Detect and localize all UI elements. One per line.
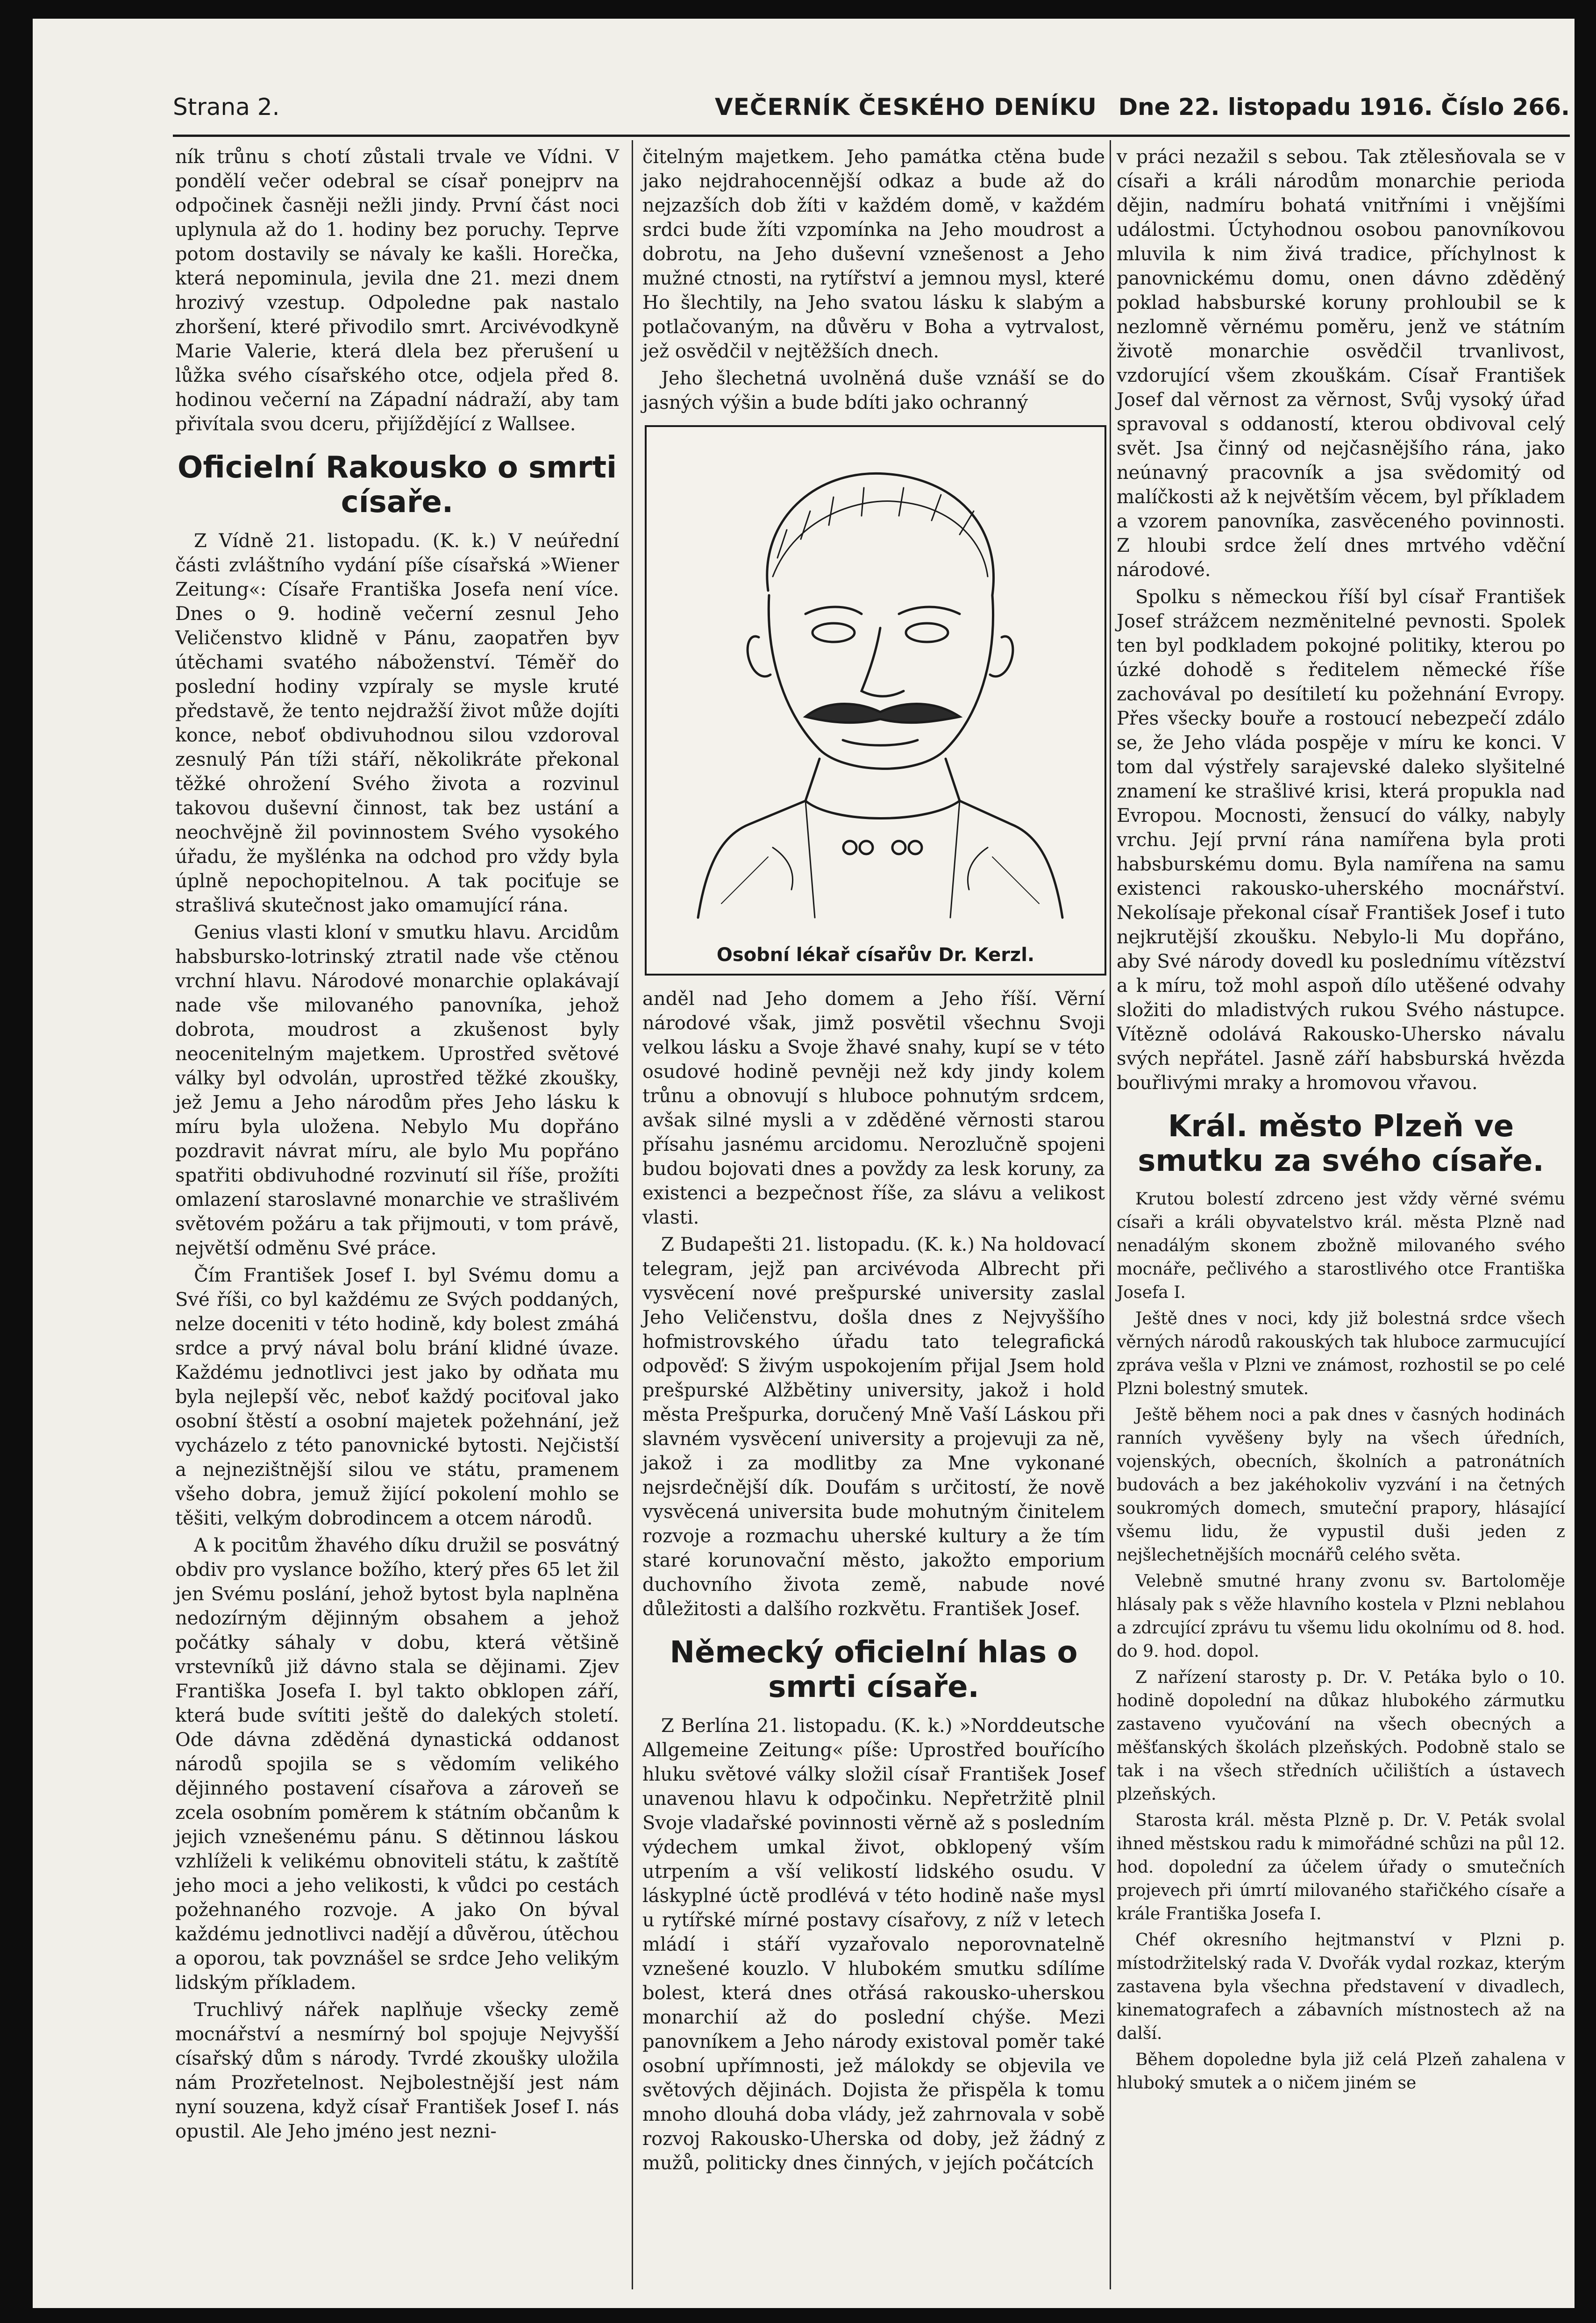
article-paragraph: Chéf okresního hejtmanství v Plzni p. místodržitelský rada V. Dvořák vydal rozkaz, kterým zastavena byla všechna představení v divadlech, kinematografech a zábavních místnostech až na další.	[1117, 1931, 1565, 2043]
page-header	[173, 89, 1570, 121]
article-paragraph: Čím František Josef I. byl Svému domu a Své říši, co byl každému ze Svých poddaných, nelze doceniti v této hodině, kdy bolest zmáhá srdce a prvý nával bolu brání klidné úvaze. Každému jednotlivci jest jako by odňata mu byla nejlepší věc, neboť každý pociťoval jako osobní štěstí a osobní majetek požehnání, jež vycházelo z této panovnické bytosti. Nejčistší a nejnezištnější silou ve státu, pramenem všeho dobra, jemuž žijící pokolení mohlo se těšiti, velkým dobrodincem a otcem národů.	[175, 1265, 619, 1529]
article-paragraph: v práci nezažil s sebou. Tak ztělesňovala se v císaři a králi národům monarchie perioda dějin, nadmíru bohatá vnitřními i vnějšími událostmi. Úctyhodnou osobou panovníkovou mluvila k nim živá tradice, příchylnost k panovnickému domu, onen dávno zděděný poklad habsburské koruny prohloubil se k nezlomně věrnému poměru, jenž ve státním životě monarchie osvědčil trvanlivost, vzdorující všem zkouškám. Císař František Josef dal věrnost za věrnost, Svůj vysoký úřad spravoval s oddaností, kterou obdivoval celý svět. Jsa činný od nejčasnějšího rána, jako neúnavný pracovník a jsa svědomitý od malíčkosti až k největším věcem, byl příkladem a vzorem panovníka, zasvěceného povinnosti. Z hloubi srdce želí dnes mrtvého vděční národové.	[1117, 146, 1565, 581]
article-paragraph: Starosta král. města Plzně p. Dr. V. Peták svolal ihned městskou radu k mimořádné schůzi na půl 12. hod. dopolední za účelem úřady o smutečních projevech při úmrtí milovaného stařičkého císaře a krále Františka Josefa I.	[1117, 1811, 1565, 1924]
column-divider	[1110, 140, 1111, 2289]
headline-plzen-ve-smutku: Král. město Plzeň ve smutku za svého císaře.	[1138, 1109, 1544, 1178]
article-paragraph: Ještě dnes v noci, kdy již bolestná srdce všech věrných národů rakouských tak hluboce zarmucující zpráva vešla v Plzni ve známost, rozhostil se po celé Plzni bolestný smutek.	[1117, 1309, 1565, 1398]
headline-nemecky-hlas: Německý oficielní hlas o smrti císaře.	[670, 1635, 1078, 1704]
article-paragraph: Truchlivý nářek naplňuje všecky země mocnářství a nesmírný bol spojuje Nejvyšší císařský dům s národy. Tvrdé zkoušky uložila nám Prozřetelnost. Nejbolestnější jest nám nyní souzena, když císař František Josef I. nás opustil. Ale Jeho jméno jest nezni-	[175, 1999, 619, 2142]
page-label: Strana 2.	[173, 93, 280, 121]
article-paragraph: Spolku s německou říší byl císař František Josef strážcem nezměnitelné pevnosti. Spolek ten byl podkladem pokojné politiky, kterou po úzké dohodě s ředitelem německé říše zachovával po desítiletí ku požehnání Evropy. Přes všecky bouře a rostoucí nebezpečí zdálo se, že Jeho vláda pospěje v míru ke konci. V tom dal výstřely sarajevské daleko slyšitelné znamení ke strašlivé krisi, která propukla nad Evropou. Mocnosti, žensucí do války, nabyly vrchu. Její první rána namířena byla proti habsburskému domu. Byla namířena na samu existenci rakousko-uherského mocnářství. Nekolísaje překonal císař František Josef i tuto nejkrutější zkoušku. Nebylo-li Mu dopřáno, aby Své národy dovedl ku poslednímu vítězství a k míru, tož mohl aspoň dílo utěšené odvahy složiti do mladistvých rukou Svého nástupce. Vítězně odolává Rakousko-Uhersko návalu svých nepřátel. Jasně září habsburská hvězda bouřlivými mraky a hromovou vřavou.	[1117, 586, 1565, 1094]
paper-title: VEČERNÍK ČESKÉHO DENÍKU	[715, 93, 1097, 121]
article-paragraph: Krutou bolestí zdrceno jest vždy věrné svému císaři a králi obyvatelstvo král. města Plzně nad nenadálým skonem zbožně milovaného svého mocnáře, pečlivého a starostlivého otce Františka Josefa I.	[1117, 1190, 1565, 1302]
article-paragraph: Během dopoledne byla již celá Plzeň zahalena v hluboký smutek a o ničem jiném se	[1117, 2050, 1565, 2093]
column-middle	[642, 145, 1105, 2178]
article-paragraph: anděl nad Jeho domem a Jeho říší. Věrní národové však, jimž posvětil všechnu Svoji velkou lásku a Svoje žhavé snahy, kupí se v této osudové hodině pevněji než kdy jindy kolem trůnu a obnovují s hluboce pohnutým srdcem, avšak silné mysli a v zděděné věrnosti starou přísahu jasnému arcidomu. Nerozlučně spojeni budou bojovati dnes a povždy za lesk koruny, za existenci a bezpečnost říše, za slávu a velikost vlasti.	[642, 988, 1105, 1228]
doctor-portrait-image	[665, 436, 1086, 922]
article-paragraph: A k pocitům žhavého díku družil se posvátný obdiv pro vyslance božího, který přes 65 let žil jen Svému poslání, jehož bytost byla naplněna nedozírným dějinným obsahem a jehož počátky sáhaly v dobu, která většině vrstevníků již dávno stala se dějinami. Zjev Františka Josefa I. byl takto obklopen září, která bude svítiti ještě do dalekých století. Ode dávna zděděná dynastická oddanost národů spojila se s vědomím velikého dějinného postavení císařova a zároveň se zcela osobním poměrem k státním občanům k jejich vznešenému pánu. S dětinnou láskou vzhlíželi k velikému obnoviteli státu, k zaštítě jeho moci a jeho velikosti, k vůdci po cestách požehnaného rozvoje. A jako On býval každému jednotlivci nadějí a důvěrou, útěchou a oporou, tak povznášel se srdce Jeho velikým lidským příkladem.	[175, 1535, 619, 1994]
column-left	[175, 145, 619, 2146]
column-divider	[632, 140, 633, 2289]
header-rule	[173, 135, 1570, 137]
article-paragraph: Z Berlína 21. listopadu. (K. k.) »Norddeutsche Allgemeine Zeitung« píše: Uprostřed bouřícího hluku světové války složil císař František Josef unavenou hlavu k odpočinku. Nepřetržitě plnil Svoje vladařské povinnosti věrně až s posledním výdechem umkal život, obklopený vším utrpením a vší velikostí lidského osudu. V láskyplné úctě prodlévá v této hodině naše mysl u rytířské mírné postavy císařovy, z níž v letech mládí i stáří vyzařovalo neporovnatelně vznešené kouzlo. V hlubokém smutku sdílíme bolest, která dnes otřásá rakousko-uherskou monarchií až do poslední chýše. Mezi panovníkem a Jeho národy existoval poměr také osobní upřímnosti, jež málokdy se objevila ve světových dějinách. Dojista že přispěla k tomu mnoho dlouhá doba vlády, jež zahrnovala v sobě rozvoj Rakousko-Uherska od doby, jež žádný z mužů, politicky dnes činných, v jejích počátcích	[642, 1715, 1105, 2174]
column-right	[1117, 145, 1565, 2098]
article-paragraph: ník trůnu s chotí zůstali trvale ve Vídni. V pondělí večer odebral se císař ponejprv na odpočinek časněji nežli jindy. První část noci uplynula až do 1. hodiny bez poruchy. Teprve potom dostavily se návaly ke kašli. Horečka, která nepominula, jevila dne 21. mezi dnem hrozivý vzestup. Odpoledne pak nastalo zhoršení, které přivodilo smrt. Arcivévodkyně Marie Valerie, která dlela bez přerušení u lůžka svého císařského otce, odjela před 8. hodinou večerní na Západní nádraží, aby tam přivítala svou dceru, přijíždějící z Wallsee.	[175, 146, 619, 435]
article-paragraph: Velebně smutné hrany zvonu sv. Bartoloměje hlásaly pak s věže hlavního kostela v Plzni neblahou a zdrcující zprávu tu všemu lidu okolnímu od 8. hod. do 9. hod. dopol.	[1117, 1572, 1565, 1661]
date-and-issue: Dne 22. listopadu 1916. Číslo 266.	[1118, 93, 1570, 121]
article-paragraph: Z nařízení starosty p. Dr. V. Petáka bylo o 10. hodině dopolední na důkaz hlubokého zármutku zastaveno vyučování na všech obecných a měšťanských školách plzeňských. Podobně stalo se tak i na všech středních učilištích a ústavech plzeňských.	[1117, 1668, 1565, 1804]
article-paragraph: Ještě během noci a pak dnes v časných hodinách ranních vyvěšeny byly na všech úředních, vojenských, obecních, školních a patronátních budovách a bez jakéhokoliv vyzvání i na četných soukromých domech, smuteční prapory, hlásající všemu lidu, že vypustil duši jeden z nejšlechetnějších mocnářů celého světa.	[1117, 1405, 1565, 1565]
article-paragraph: Jeho šlechetná uvolněná duše vznáší se do jasných výšin a bude bdíti jako ochranný	[642, 368, 1105, 413]
headline-oficielni-rakousko: Oficielní Rakousko o smrti císaře.	[178, 450, 617, 520]
article-paragraph: Genius vlasti kloní v smutku hlavu. Arcidům habsbursko-lotrinský ztratil nade vše ctěnou vrchní hlavu. Národové monarchie oplakávají nade vše milovaného panovníka, jehož dobrota, moudrost a zkušenost byly neocenitelným majetkem. Uprostřed světové války byl odvolán, uprostřed těžké zkoušky, jež Jemu a Jeho národům přes Jeho lásku k míru byla uložena. Nebylo Mu dopřáno pozdravit návrat míru, ale bylo Mu popřáno spatřiti obdivuhodné rozvinutí sil říše, prožíti omlazení staroslavné monarchie ve strašlivém světovém požáru a tak přijmouti, v tom právě, největší odměnu Své práce.	[175, 922, 619, 1259]
portrait-illustration	[645, 425, 1106, 976]
article-paragraph: Z Vídně 21. listopadu. (K. k.) V neúřední části zvláštního vydání píše císařská »Wiener Zeitung«: Císaře Františka Josefa není více. Dnes o 9. hodině večerní zesnul Jeho Veličenstvo klidně v Pánu, zaopatřen byv útěchami svatého náboženství. Téměř do poslední hodiny vzpíraly se mysle kruté představě, že tento nejdražší život může dojíti konce, neboť obdivuhodnou silou vzdoroval zesnulý Pán tíži stáří, několikráte překonal těžké ohrožení Svého života a rozvinul takovou duševní činnost, tak bez ustání a neochvějně žil povinnostem Svého vysokého úřadu, že myšlénka na odchod pro vždy byla úplně nepochopitelnou. A tak pociťuje se strašlivá skutečnost jako omamující rána.	[175, 530, 619, 916]
portrait-caption: Osobní lékař císařův Dr. Kerzl.	[716, 944, 1035, 966]
article-paragraph: Z Budapešti 21. listopadu. (K. k.) Na holdovací telegram, jejž pan arcivévoda Albrecht při vysvěcení nové prešpurské university zaslal Jeho Veličenstvu, došla dnes z Nejvyššího hofmistrovského úřadu tato telegrafická odpověď: S živým uspokojením přijal Jsem hold prešpurské Alžbětiny university, jakož i hold města Prešpurka, doručený Mně Vaší Láskou při slavném vysvěcení university a projevuji za ně, jakož i za modlitby za Mne vykonané nejsrdečnější dík. Doufám s určitostí, že nově vysvěcená universita bude mohutným činitelem rozvoje a rozmachu uherské kultury a že tím staré korunovační město, jakožto emporium duchovního života země, nabude nové důležitosti a dalšího rozkvětu. František Josef.	[642, 1234, 1105, 1620]
article-paragraph: čitelným majetkem. Jeho památka ctěna bude jako nejdrahocennější odkaz a bude až do nejzazších dob žíti v každém domě, v každém srdci bude žíti vzpomínka na Jeho moudrost a dobrotu, na Jeho duševní vznešenost a Jeho mužné ctnosti, na rytířství a jemnou mysl, které Ho šlechtily, na Jeho svatou lásku k slabým a potlačovaným, na důvěru v Boha a vytrvalost, jež osvědčil v nejtěžších dnech.	[642, 146, 1105, 362]
